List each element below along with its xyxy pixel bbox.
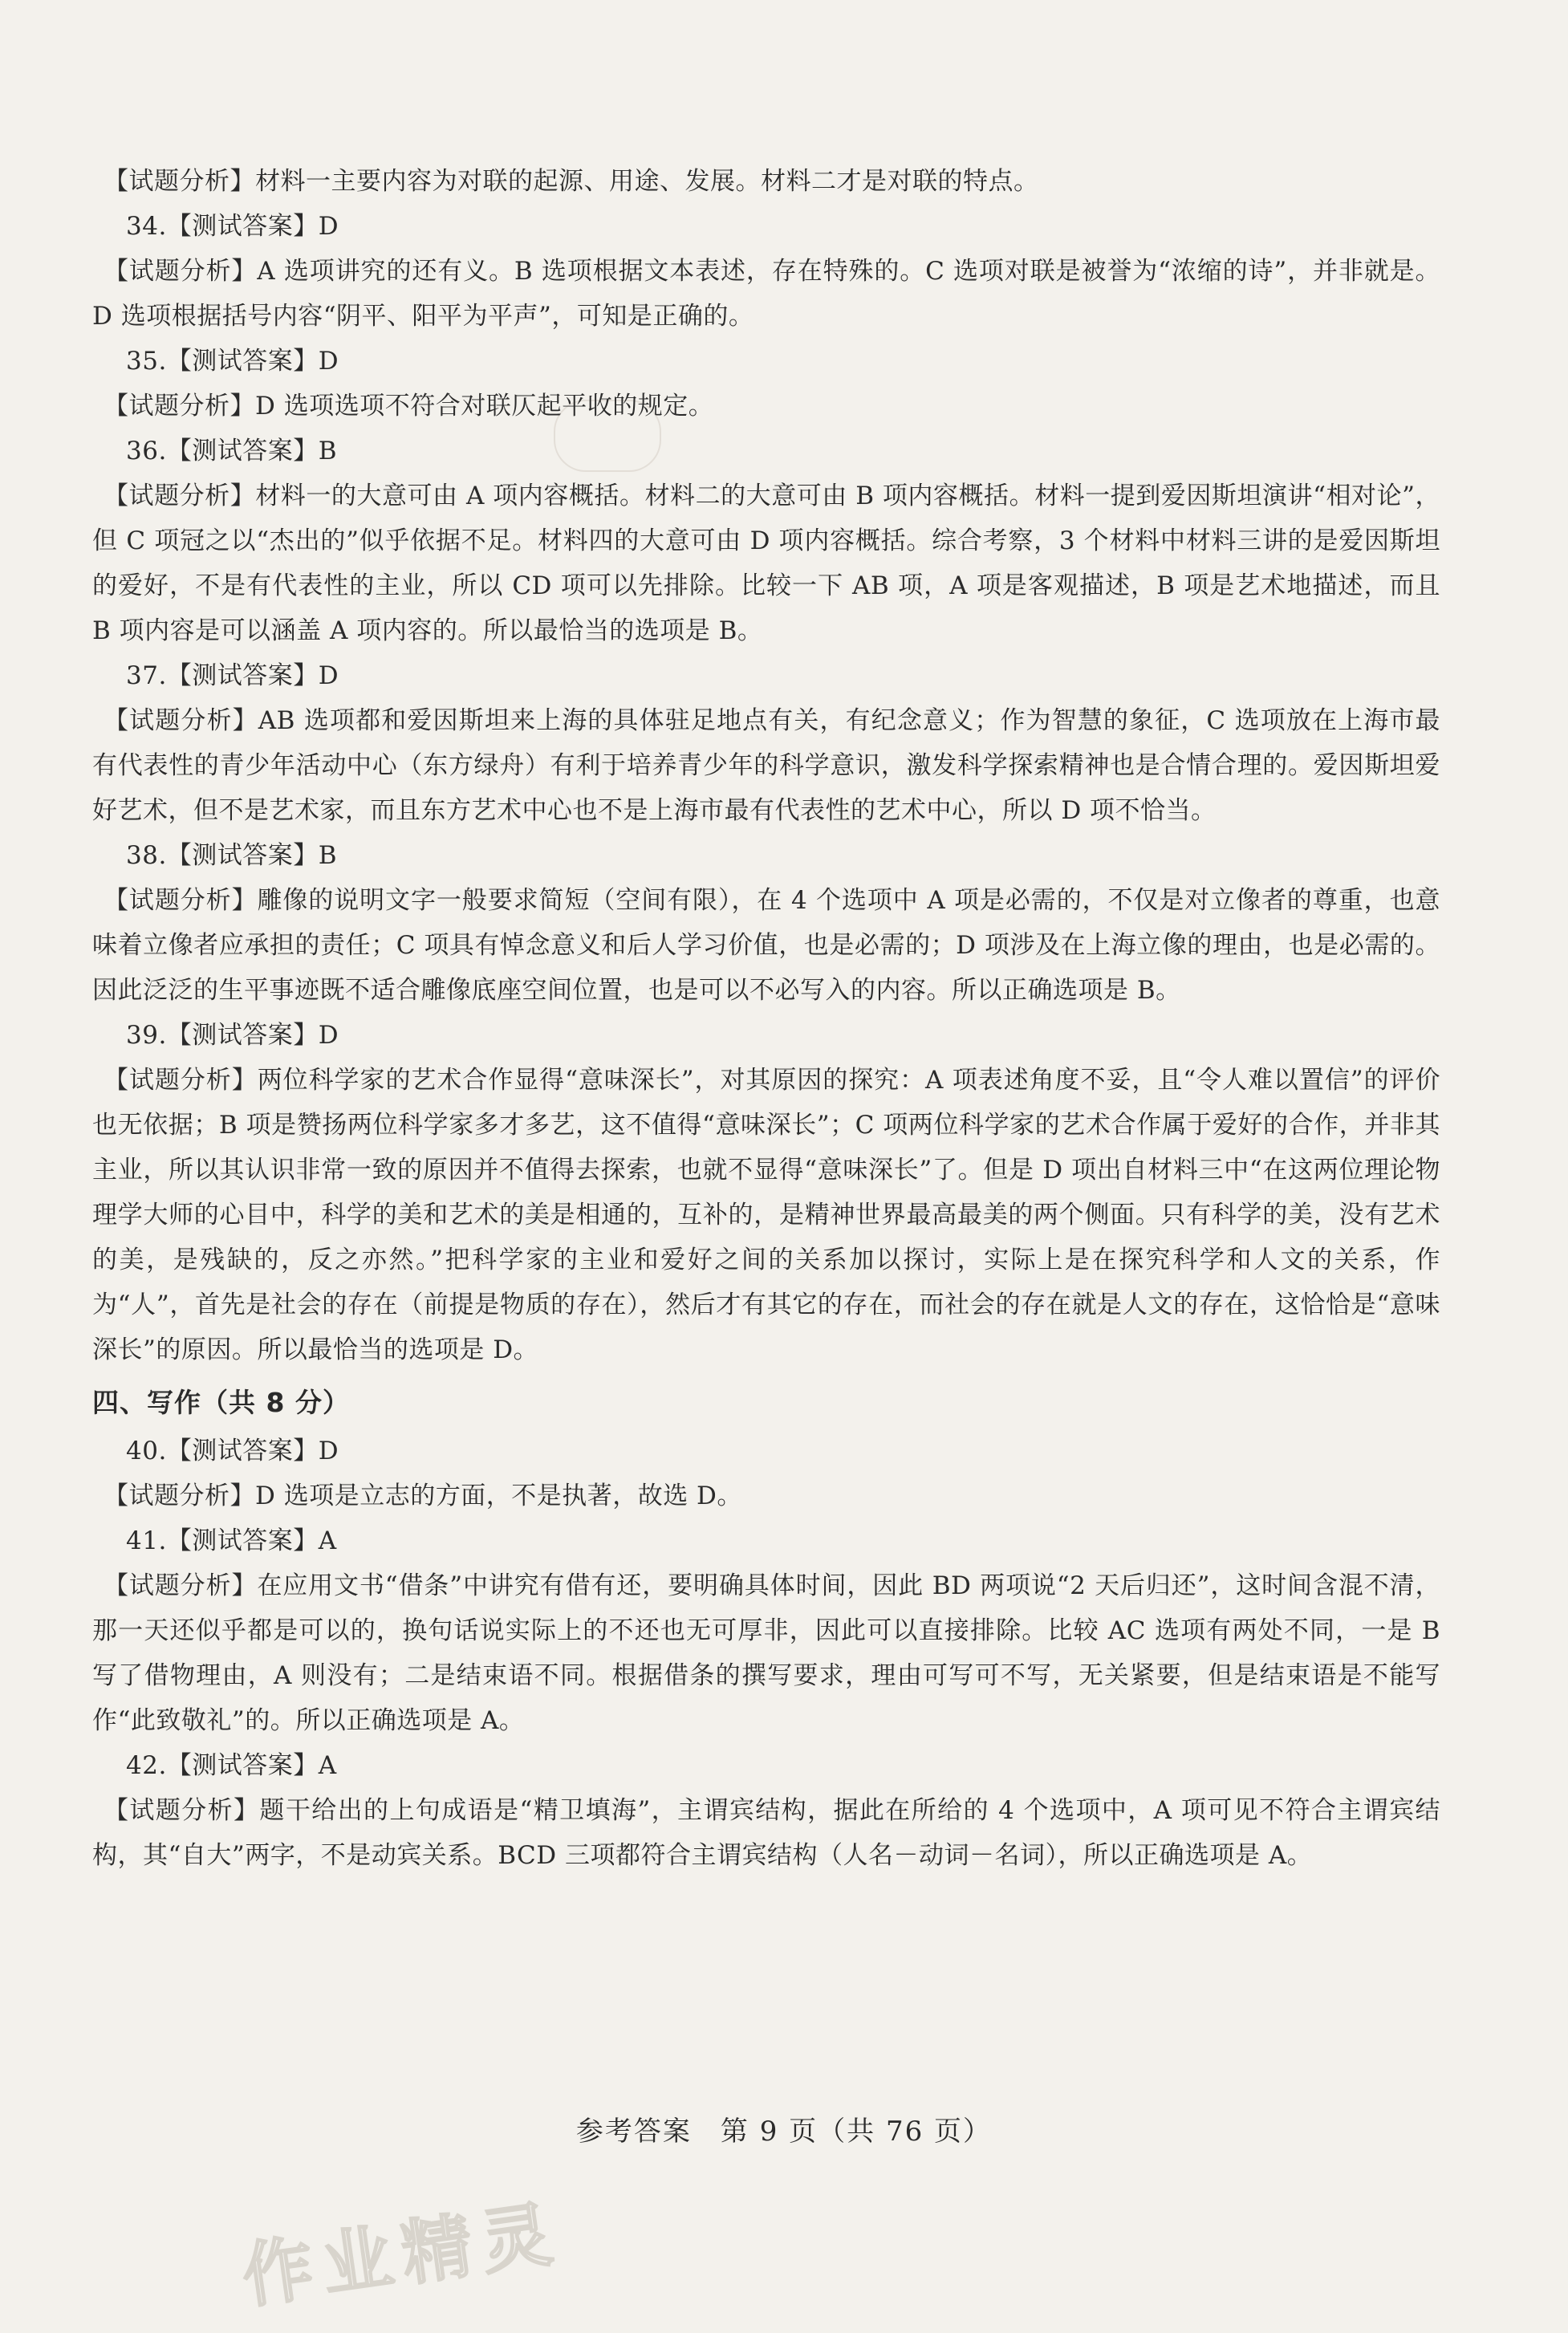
answer-line: 37.【测试答案】D bbox=[126, 661, 339, 690]
answer-line: 40.【测试答案】D bbox=[126, 1437, 339, 1465]
analysis-paragraph: 【试题分析】A 选项讲究的还有义。B 选项根据文本表述，存在特殊的。C 选项对联是被誉为“浓缩的诗”，并非就是。D 选项根据括号内容“阴平、阳平为平声”，可知是正确的。 bbox=[92, 257, 1440, 331]
analysis-paragraph: 【试题分析】D 选项选项不符合对联仄起平收的规定。 bbox=[104, 392, 714, 421]
analysis-paragraph: 【试题分析】题干给出的上句成语是“精卫填海”，主谓宾结构，据此在所给的 4 个选项中，A 项可见不符合主谓宾结构，其“自大”两字，不是动宾关系。BCD 三项都符合主谓宾结构（人名－动词－名词），所以正确选项是 A。 bbox=[92, 1796, 1440, 1870]
answer-line: 38.【测试答案】B bbox=[126, 841, 338, 870]
analysis-paragraph: 【试题分析】在应用文书“借条”中讲究有借有还，要明确具体时间，因此 BD 两项说“2 天后归还”，这时间含混不清，那一天还似乎都是可以的，换句话说实际上的不还也无可厚非，因此可以直接排除。比较 AC 选项有两处不同，一是 B 写了借物理由，A 则没有；二是结束语不同。根据借条的撰写要求，理由可写可不写，无关紧要，但是结束语是不能写作“此致敬礼”的。所以正确选项是 A。 bbox=[92, 1571, 1440, 1735]
page-footer: 参考答案 第 9 页（共 76 页） bbox=[575, 2116, 993, 2148]
answer-content bbox=[92, 159, 1440, 1878]
analysis-paragraph: 【试题分析】D 选项是立志的方面，不是执著，故选 D。 bbox=[104, 1481, 742, 1510]
answer-line: 41.【测试答案】A bbox=[126, 1526, 337, 1555]
section-heading: 四、写作（共 8 分） bbox=[92, 1387, 350, 1418]
analysis-paragraph: 【试题分析】两位科学家的艺术合作显得“意味深长”，对其原因的探究：A 项表述角度不妥，且“令人难以置信”的评价也无依据；B 项是赞扬两位科学家多才多艺，这不值得“意味深长”；C 项两位科学家的艺术合作属于爱好的合作，并非其主业，所以其认识非常一致的原因并不值得去探索，也就不显得“意味深长”了。但是 D 项出自材料三中“在这两位理论物理学大师的心目中，科学的美和艺术的美是相通的，互补的，是精神世界最高最美的两个侧面。只有科学的美，没有艺术的美，是残缺的，反之亦然。”把科学家的主业和爱好之间的关系加以探讨，实际上是在探究科学和人文的关系，作为“人”，首先是社会的存在（前提是物质的存在），然后才有其它的存在，而社会的存在就是人文的存在，这恰恰是“意味深长”的原因。所以最恰当的选项是 D。 bbox=[92, 1066, 1440, 1364]
analysis-paragraph: 【试题分析】材料一主要内容为对联的起源、用途、发展。材料二才是对联的特点。 bbox=[104, 167, 1039, 196]
answer-line: 39.【测试答案】D bbox=[126, 1021, 339, 1050]
analysis-paragraph: 【试题分析】AB 选项都和爱因斯坦来上海的具体驻足地点有关，有纪念意义；作为智慧的象征，C 选项放在上海市最有代表性的青少年活动中心（东方绿舟）有利于培养青少年的科学意识，激发科学探索精神也是合情合理的。爱因斯坦爱好艺术，但不是艺术家，而且东方艺术中心也不是上海市最有代表性的艺术中心，所以 D 项不恰当。 bbox=[92, 706, 1440, 825]
analysis-paragraph: 【试题分析】雕像的说明文字一般要求简短（空间有限），在 4 个选项中 A 项是必需的，不仅是对立像者的尊重，也意味着立像者应承担的责任；C 项具有悼念意义和后人学习价值，也是必需的；D 项涉及在上海立像的理由，也是必需的。因此泛泛的生平事迹既不适合雕像底座空间位置，也是可以不必写入的内容。所以正确选项是 B。 bbox=[92, 886, 1440, 1005]
analysis-paragraph: 【试题分析】材料一的大意可由 A 项内容概括。材料二的大意可由 B 项内容概括。材料一提到爱因斯坦演讲“相对论”，但 C 项冠之以“杰出的”似乎依据不足。材料四的大意可由 D 项内容概括。综合考察，3 个材料中材料三讲的是爱因斯坦的爱好，不是有代表性的主业，所以 CD 项可以先排除。比较一下 AB 项，A 项是客观描述，B 项是艺术地描述，而且 B 项内容是可以涵盖 A 项内容的。所以最恰当的选项是 B。 bbox=[92, 482, 1440, 645]
watermark-logo: 作业精灵 bbox=[237, 2191, 567, 2319]
answer-line: 42.【测试答案】A bbox=[126, 1751, 337, 1780]
answer-line: 34.【测试答案】D bbox=[126, 212, 339, 241]
answer-line: 36.【测试答案】B bbox=[126, 437, 338, 465]
answer-line: 35.【测试答案】D bbox=[126, 347, 339, 376]
